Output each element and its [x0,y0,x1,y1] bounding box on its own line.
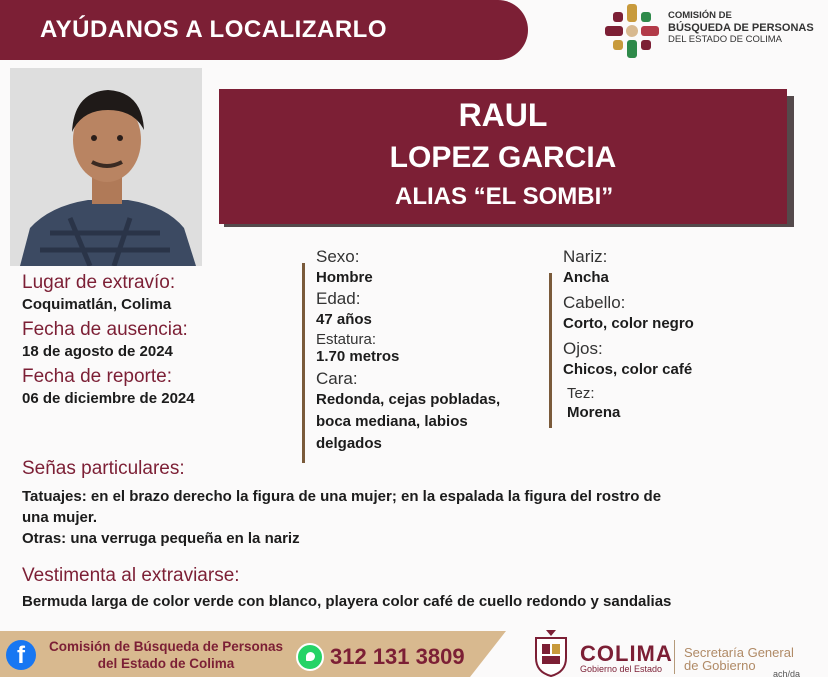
colima-crest-icon [530,628,572,677]
nose-value: Ancha [563,269,609,286]
age-value: 47 años [316,311,372,328]
other-signs: Otras: una verruga pequeña en la nariz [22,530,300,547]
divider-bar [302,263,305,463]
secretaria-line-1: Secretaría General [684,645,794,660]
skin-value: Morena [567,404,621,421]
hair-value: Corto, color negro [563,315,694,332]
sex-label: Sexo: [316,247,360,266]
hair-label: Cabello: [563,293,626,312]
divider-bar [549,273,552,428]
commission-logo-icon [603,2,661,60]
sex-value: Hombre [316,269,373,286]
place-label: Lugar de extravío: [22,272,176,293]
commission-line-2: BÚSQUEDA DE PERSONAS [668,22,814,34]
eyes-value: Chicos, color café [563,361,693,378]
height-label: Estatura: [316,331,377,348]
face-value-line-3: delgados [316,435,382,452]
commission-line-3: DEL ESTADO DE COLIMA [668,34,783,45]
traits-column-right [563,247,803,424]
secretaria-line-2: de Gobierno [684,658,756,673]
age-label: Edad: [316,289,361,308]
traits-column-left [316,247,546,455]
absence-date-value: 18 de agosto de 2024 [22,343,173,360]
banner-title: AYÚDANOS A LOCALIZARLO [40,16,387,43]
report-date-value: 06 de diciembre de 2024 [22,390,195,407]
tattoos-line-2: una mujer. [22,509,98,526]
footer-org-line-1: Comisión de Búsqueda de Personas [48,639,284,654]
footer-divider [674,640,675,674]
incident-details [22,272,222,413]
colima-subtitle: Gobierno del Estado [580,664,663,674]
name-box [219,89,787,224]
particular-signs [22,458,812,549]
clothing-value: Bermuda larga de color verde con blanco, playera color café de cuello redondo y sandalias [22,593,672,610]
absence-date-label: Fecha de ausencia: [22,319,188,340]
footer-org-name [38,638,294,672]
corner-mark: ach/da [773,669,801,677]
height-value: 1.70 metros [316,348,400,365]
footer-org-line-2: del Estado de Colima [97,656,235,671]
tattoos-line-1: Tatuajes: en el brazo derecho la figura de una mujer; en la espalada la figura del rostro de [22,488,662,505]
person-photo [10,68,202,266]
face-value-line-1: Redonda, cejas pobladas, [316,391,501,408]
commission-line-1: COMISIÓN DE [668,10,732,21]
place-value: Coquimatlán, Colima [22,296,172,313]
person-silhouette-icon [10,68,202,266]
face-label: Cara: [316,369,358,388]
commission-name [668,10,814,46]
nose-label: Nariz: [563,247,608,266]
facebook-icon[interactable]: f [6,640,36,670]
report-date-label: Fecha de reporte: [22,366,172,387]
clothing-label: Vestimenta al extraviarse: [22,565,240,586]
top-banner [0,0,528,60]
alias: ALIAS “EL SOMBI” [395,183,614,210]
face-value-line-2: boca mediana, labios [316,413,468,430]
last-name: LOPEZ GARCIA [389,141,617,174]
particular-signs-label: Señas particulares: [22,458,185,479]
skin-label: Tez: [567,385,595,402]
clothing [22,565,812,612]
eyes-label: Ojos: [563,339,603,358]
phone-number[interactable]: 312 131 3809 [330,644,465,669]
first-name: RAUL [458,97,548,133]
colima-wordmark: COLIMA [580,641,673,666]
whatsapp-icon[interactable] [296,643,324,671]
